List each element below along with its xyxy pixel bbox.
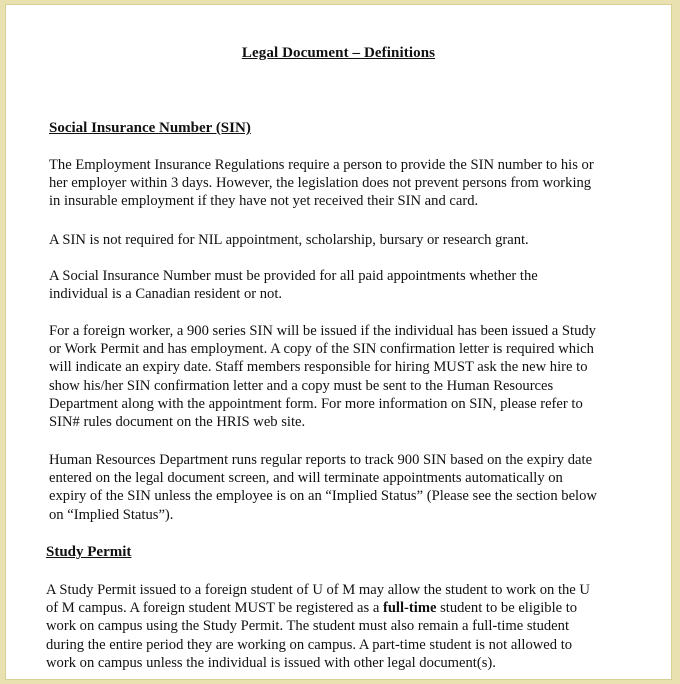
sin-paragraph-foreign-worker: For a foreign worker, a 900 series SIN will be issued if the individual has been issued a Study or Work Permit and has employment. A copy of the SIN confirmation letter is required which will indicate an expiry date. Staff members responsible for hiring MUST ask the new hire to show his/her SIN confirmation letter and a copy must be sent to the Human Resources Department along with the appointment form. For more information on SIN, please refer to SIN# rules document on the HRIS web site.	[49, 323, 596, 431]
section-heading-sin: Social Insurance Number (SIN)	[49, 120, 251, 136]
study-permit-text-before: A Study Permit issued to a foreign student of U of M may allow the student to work on the U of M campus. A foreign student MUST be registered as a	[46, 582, 590, 617]
sin-paragraph-regulations: The Employment Insurance Regulations require a person to provide the SIN number to his or her employer within 3 days. However, the legislation does not prevent persons from working in insurable employment if they have not yet received their SIN and card.	[49, 157, 594, 210]
sin-paragraph-not-required: A SIN is not required for NIL appointment, scholarship, bursary or research grant.	[49, 232, 529, 248]
study-permit-text-after: student to be eligible to work on campus using the Study Permit. The student must also remain a full-time student during the entire period they are working on campus. A part-time student is not allowed to work on campus unless the individual is issued with other legal document(s).	[46, 600, 578, 671]
section-heading-study-permit: Study Permit	[46, 544, 132, 560]
document-page	[5, 4, 672, 680]
full-time-emphasis: full-time	[382, 600, 437, 617]
study-permit-paragraph	[46, 581, 666, 672]
sin-paragraph-hr-reports: Human Resources Department runs regular reports to track 900 SIN based on the expiry date entered on the legal document screen, and will terminate appointments automatically on expiry of the SIN unless the employee is on an “Implied Status” (Please see the section below on “Implied Status”).	[49, 452, 597, 523]
sin-paragraph-paid-appointments: A Social Insurance Number must be provided for all paid appointments whether the individual is a Canadian resident or not.	[49, 268, 538, 303]
document-title: Legal Document – Definitions	[241, 45, 436, 61]
